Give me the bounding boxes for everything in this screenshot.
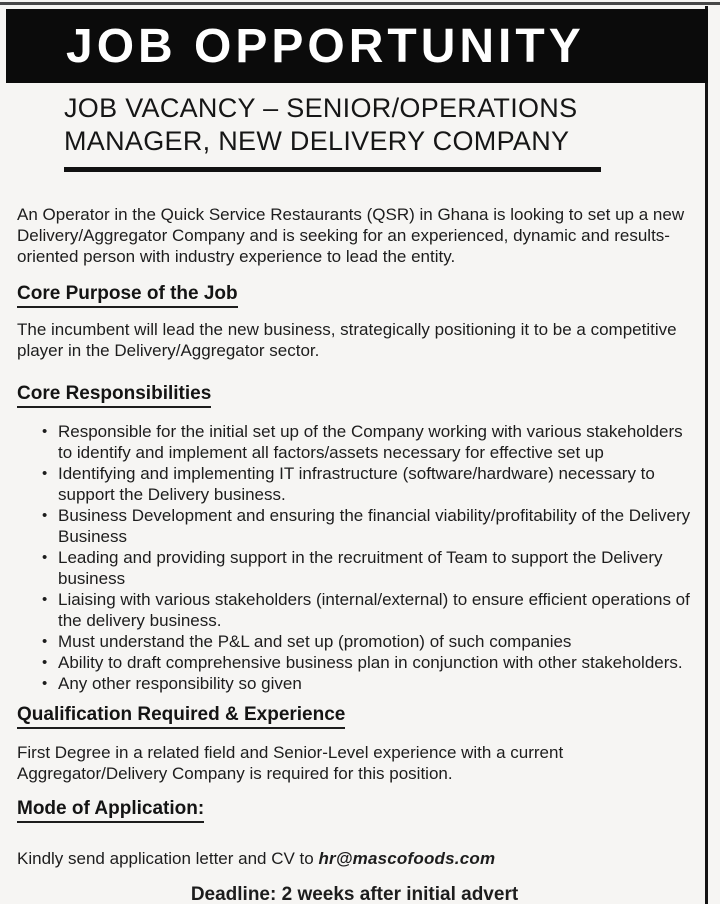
- banner-title: JOB OPPORTUNITY: [66, 19, 585, 73]
- qualification-heading: Qualification Required & Experience: [17, 704, 345, 729]
- advert-body: [0, 168, 720, 904]
- top-border-line: [0, 2, 720, 5]
- application-instruction: [17, 848, 692, 869]
- qualification-body: First Degree in a related field and Senior-Level experience with a current Aggregator/Delivery Company is required for this position.: [17, 743, 564, 783]
- core-responsibilities-heading: Core Responsibilities: [17, 383, 211, 408]
- responsibility-item: • Must understand the P&L and set up (promotion) of such companies: [42, 631, 692, 652]
- core-purpose-body: The incumbent will lead the new business, strategically positioning it to be a competitive player in the Delivery/Aggregator sector.: [17, 320, 677, 360]
- responsibility-item: • Any other responsibility so given: [42, 673, 692, 694]
- responsibility-item: • Business Development and ensuring the financial viability/profitability of the Delivery Business: [42, 505, 692, 547]
- responsibility-item: • Ability to draft comprehensive business plan in conjunction with other stakeholders.: [42, 652, 692, 673]
- responsibilities-list: [17, 421, 692, 694]
- application-email: hr@mascofoods.com: [318, 849, 496, 868]
- intro-paragraph: An Operator in the Quick Service Restaurants (QSR) in Ghana is looking to set up a new Delivery/Aggregator Company and is seeking for an experienced, dynamic and results-oriented person with industry experience to lead the entity.: [17, 205, 685, 266]
- responsibility-item: • Liaising with various stakeholders (internal/external) to ensure efficient operations of the delivery business.: [42, 589, 692, 631]
- responsibility-item: • Responsible for the initial set up of the Company working with various stakeholders to identify and implement all factors/assets necessary for effective set up: [42, 421, 692, 463]
- application-instruction-text: Kindly send application letter and CV to: [17, 849, 319, 868]
- mode-of-application-heading: Mode of Application:: [17, 798, 204, 823]
- core-purpose-heading: Core Purpose of the Job: [17, 283, 238, 308]
- vacancy-title: JOB VACANCY – SENIOR/OPERATIONS MANAGER, NEW DELIVERY COMPANY: [64, 93, 578, 156]
- banner: [6, 9, 708, 83]
- vacancy-title-block: [64, 92, 644, 172]
- responsibility-item: • Leading and providing support in the recruitment of Team to support the Delivery business: [42, 547, 692, 589]
- deadline-text: Deadline: 2 weeks after initial advert: [190, 884, 519, 904]
- responsibility-item: • Identifying and implementing IT infrastructure (software/hardware) necessary to support the Delivery business.: [42, 463, 692, 505]
